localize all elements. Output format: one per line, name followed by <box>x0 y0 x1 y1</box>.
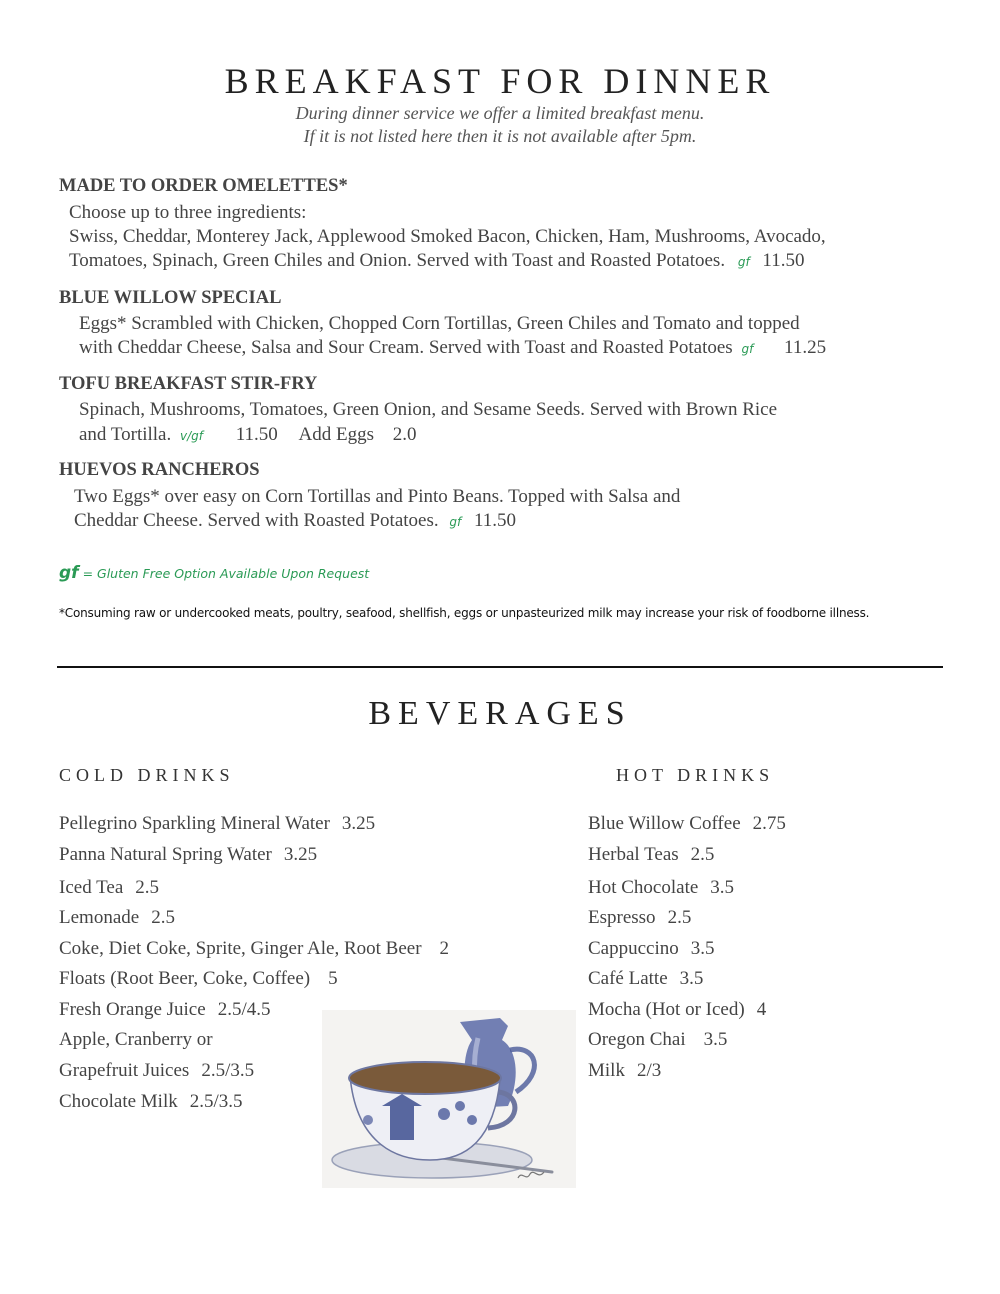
drink-name: Café Latte <box>588 968 668 989</box>
add-eggs-price: 2.0 <box>392 424 417 445</box>
gluten-free-legend <box>59 563 369 583</box>
hot-drink-item <box>588 968 703 990</box>
omelettes-desc-text: Tomatoes, Spinach, Green Chiles and Onion. Served with Toast and Roasted Potatoes. <box>69 250 726 271</box>
drink-name: Blue Willow Coffee <box>588 813 741 834</box>
cold-drink-item <box>59 968 338 990</box>
drink-price: 2.5 <box>151 907 175 928</box>
cold-drink-item <box>59 1029 213 1051</box>
cold-drink-item <box>59 1060 254 1082</box>
drink-name: Lemonade <box>59 907 140 928</box>
menu-item-omelettes-price: 11.50 <box>762 250 805 271</box>
drink-price: 2.5 <box>667 907 692 928</box>
hot-drinks-heading: HOT DRINKS <box>616 765 775 785</box>
cold-drinks-heading: COLD DRINKS <box>59 765 235 785</box>
drink-price: 4 <box>756 999 767 1020</box>
drink-price: 3.25 <box>341 813 376 834</box>
cold-drink-item <box>59 877 159 899</box>
intro-line-1: During dinner service we offer a limited breakfast menu. <box>295 103 705 123</box>
hot-drink-item <box>588 999 766 1021</box>
drink-name: Iced Tea <box>59 877 124 898</box>
drink-name: Herbal Teas <box>588 844 679 865</box>
tofu-desc-text: and Tortilla. <box>79 424 172 445</box>
drink-name: Oregon Chai <box>588 1029 686 1050</box>
hot-drink-item <box>588 813 786 835</box>
drink-price: 3.5 <box>679 968 704 989</box>
menu-item-special-desc-2 <box>79 337 826 359</box>
cold-drink-item <box>59 813 375 835</box>
menu-item-special-name: BLUE WILLOW SPECIAL <box>59 288 282 308</box>
menu-item-tofu-desc-1: Spinach, Mushrooms, Tomatoes, Green Onion, and Sesame Seeds. Served with Brown Rice <box>79 399 778 420</box>
drink-price: 2.5 <box>690 844 715 865</box>
hot-drink-item <box>588 844 714 866</box>
add-eggs-label: Add Eggs <box>298 424 375 445</box>
menu-item-omelettes-desc-2: Swiss, Cheddar, Monterey Jack, Applewood Smoked Bacon, Chicken, Ham, Mushrooms, Avocado, <box>69 226 826 247</box>
drink-price: 2.75 <box>752 813 786 834</box>
menu-item-omelettes-name: MADE TO ORDER OMELETTES* <box>59 176 348 196</box>
cold-drink-item <box>59 999 270 1021</box>
health-warning: *Consuming raw or undercooked meats, poultry, seafood, shellfish, eggs or unpasteurized milk may increase your risk of foodborne illness. <box>59 606 870 620</box>
drink-price: 2.5/3.5 <box>201 1060 255 1081</box>
menu-item-huevos-name: HUEVOS RANCHEROS <box>59 460 260 480</box>
coffee-surface <box>349 1062 501 1094</box>
hot-drink-item <box>588 877 734 899</box>
drink-name: Hot Chocolate <box>588 877 699 898</box>
menu-item-tofu-price: 11.50 <box>235 424 278 445</box>
hot-drink-item <box>588 1029 727 1051</box>
drink-price: 2/3 <box>636 1060 662 1081</box>
special-desc-text: with Cheddar Cheese, Salsa and Sour Cream. Served with Toast and Roasted Potatoes <box>79 337 733 358</box>
drink-price: 2.5/3.5 <box>189 1091 243 1112</box>
teacup-illustration <box>322 1010 576 1188</box>
flower-pattern-icon <box>363 1115 373 1125</box>
flower-pattern-icon <box>438 1108 450 1120</box>
drink-price: 3.5 <box>690 938 715 959</box>
flower-pattern-icon <box>455 1101 465 1111</box>
menu-item-special-desc-1: Eggs* Scrambled with Chicken, Chopped Corn Tortillas, Green Chiles and Tomato and topped <box>79 313 800 334</box>
huevos-desc-text: Cheddar Cheese. Served with Roasted Potatoes. <box>74 510 439 531</box>
gluten-free-tag: gf <box>741 342 754 356</box>
drink-price: 5 <box>328 968 338 989</box>
drink-name: Grapefruit Juices <box>59 1060 190 1081</box>
intro-line-2: If it is not listed here then it is not available after 5pm. <box>303 126 697 146</box>
beverages-title: BEVERAGES <box>368 695 632 732</box>
drink-name: Fresh Orange Juice <box>59 999 206 1020</box>
drink-name: Mocha (Hot or Iced) <box>588 999 745 1020</box>
gluten-free-tag: gf <box>737 255 750 269</box>
drink-name: Chocolate Milk <box>59 1091 178 1112</box>
hot-drink-item <box>588 938 715 960</box>
menu-item-tofu-name: TOFU BREAKFAST STIR-FRY <box>59 374 318 394</box>
menu-item-huevos-price: 11.50 <box>473 510 517 531</box>
drink-name: Panna Natural Spring Water <box>59 844 272 865</box>
menu-item-special-price: 11.25 <box>784 337 827 358</box>
cold-drink-item <box>59 844 317 866</box>
legend-text: = Gluten Free Option Available Upon Request <box>82 566 370 581</box>
gluten-free-tag: gf <box>449 515 462 529</box>
legend-symbol: gf <box>59 563 79 583</box>
drink-name: Milk <box>588 1060 625 1081</box>
drink-price: 2.5 <box>135 877 159 898</box>
drink-price: 3.5 <box>710 877 735 898</box>
menu-item-tofu-desc-2 <box>79 424 417 446</box>
hot-drink-item <box>588 1060 661 1082</box>
cold-drink-item <box>59 907 175 929</box>
drink-name: Apple, Cranberry or <box>59 1029 213 1050</box>
flower-pattern-icon <box>467 1115 477 1125</box>
drink-price: 2 <box>439 938 450 959</box>
menu-item-huevos-desc-2 <box>74 510 516 532</box>
drink-price: 3.25 <box>283 844 318 865</box>
hot-drink-item <box>588 907 691 929</box>
cold-drink-item <box>59 938 449 960</box>
drink-name: Pellegrino Sparkling Mineral Water <box>59 813 330 834</box>
drink-price: 2.5/4.5 <box>217 999 271 1020</box>
drink-name: Coke, Diet Coke, Sprite, Ginger Ale, Root Beer <box>59 938 422 959</box>
drink-name: Floats (Root Beer, Coke, Coffee) <box>59 968 311 989</box>
drink-name: Espresso <box>588 907 656 928</box>
menu-item-huevos-desc-1: Two Eggs* over easy on Corn Tortillas and Pinto Beans. Topped with Salsa and <box>74 486 681 507</box>
drink-price: 3.5 <box>703 1029 728 1050</box>
drink-name: Cappuccino <box>588 938 679 959</box>
cold-drink-item <box>59 1091 243 1113</box>
menu-item-omelettes-desc-3 <box>69 250 804 272</box>
menu-item-omelettes-desc-1: Choose up to three ingredients: <box>69 202 307 223</box>
vegan-gluten-free-tag: v/gf <box>180 429 203 443</box>
section-divider <box>57 666 943 668</box>
breakfast-title: BREAKFAST FOR DINNER <box>224 61 776 101</box>
